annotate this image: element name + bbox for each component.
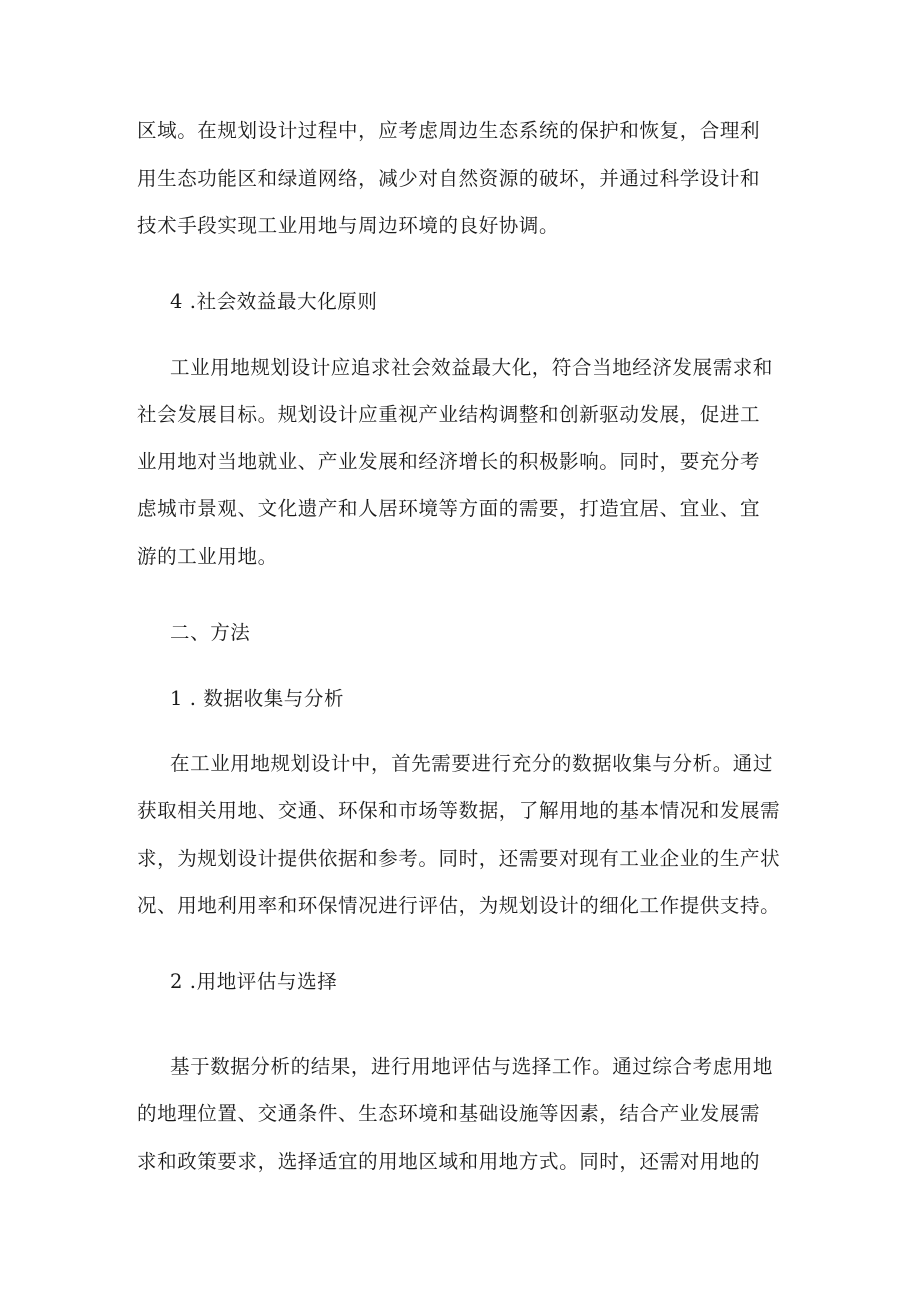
subsection-heading-data-collection: 1 . 数据收集与分析 — [170, 687, 345, 710]
text-line: 获取相关用地、交通、环保和市场等数据，了解用地的基本情况和发展需 — [137, 799, 781, 822]
text-line: 况、用地利用率和环保情况进行评估，为规划设计的细化工作提供支持。 — [137, 894, 781, 917]
text-line: 业用地对当地就业、产业发展和经济增长的积极影响。同时，要充分考 — [137, 450, 761, 473]
text-line: 游的工业用地。 — [137, 545, 278, 568]
text-line: 社会发展目标。规划设计应重视产业结构调整和创新驱动发展，促进工 — [137, 403, 761, 426]
section-heading-methods: 二、方法 — [170, 621, 251, 644]
text-line: 求和政策要求，选择适宜的用地区域和用地方式。同时，还需对用地的 — [137, 1150, 761, 1173]
text-line: 基于数据分析的结果，进行用地评估与选择工作。通过综合考虑用地 — [170, 1055, 774, 1078]
subsection-heading-land-evaluation: 2 .用地评估与选择 — [170, 970, 338, 993]
text-line: 虑城市景观、文化遗产和人居环境等方面的需要，打造宜居、宜业、宜 — [137, 497, 761, 520]
text-line: 工业用地规划设计应追求社会效益最大化，符合当地经济发展需求和 — [170, 356, 774, 379]
text-line: 技术手段实现工业用地与周边环境的良好协调。 — [137, 214, 560, 237]
text-line: 在工业用地规划设计中，首先需要进行充分的数据收集与分析。通过 — [170, 752, 774, 775]
text-line: 的地理位置、交通条件、生态环境和基础设施等因素，结合产业发展需 — [137, 1102, 761, 1125]
section-heading-social-benefit: 4 .社会效益最大化原则 — [170, 290, 378, 313]
text-line: 求，为规划设计提供依据和参考。同时，还需要对现有工业企业的生产状 — [137, 847, 781, 870]
text-line: 用生态功能区和绿道网络，减少对自然资源的破坏，并通过科学设计和 — [137, 167, 761, 190]
text-line: 区域。在规划设计过程中，应考虑周边生态系统的保护和恢复，合理利 — [137, 119, 761, 142]
